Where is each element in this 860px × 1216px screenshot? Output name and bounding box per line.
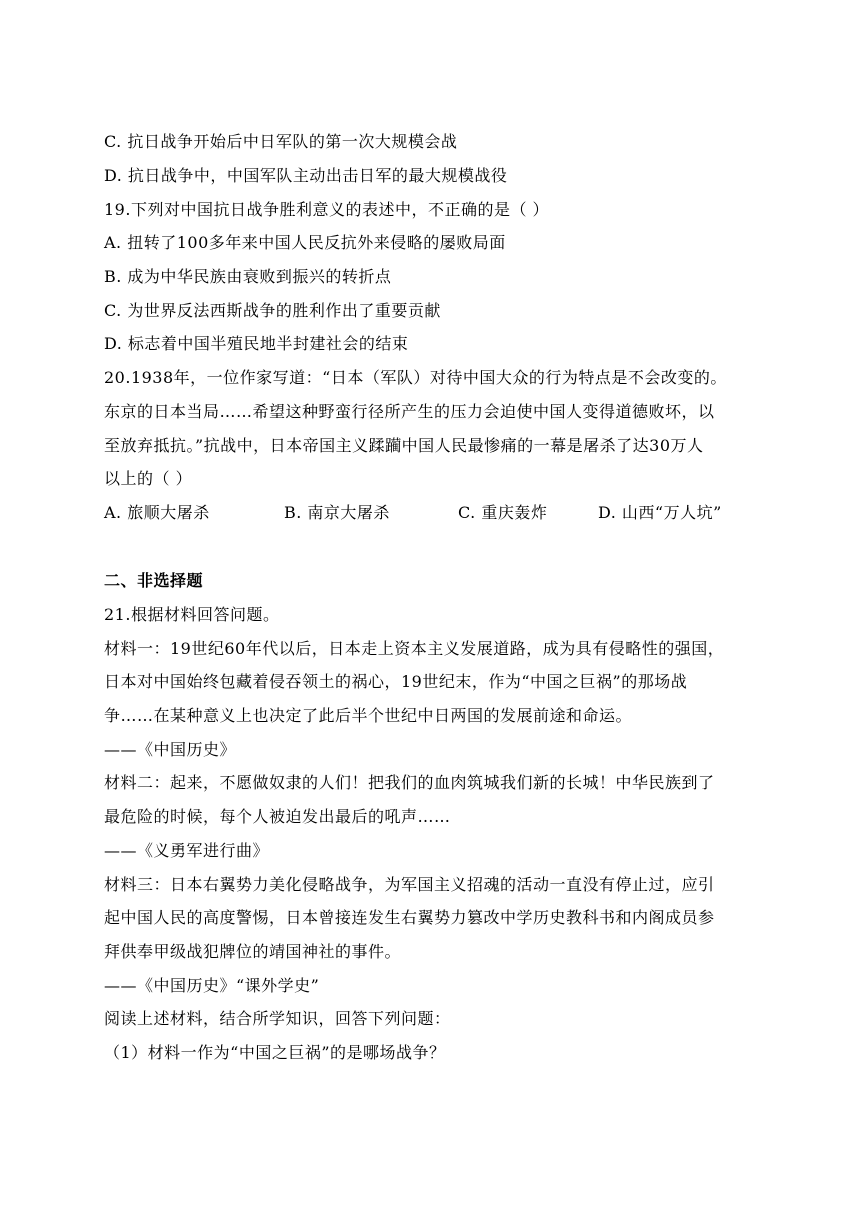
material-2-source: ——《义勇军进行曲》 bbox=[104, 841, 270, 860]
q20-option-c: C. 重庆轰炸 bbox=[458, 503, 548, 522]
material-3-source: ——《中国历史》“课外学史” bbox=[104, 976, 320, 995]
q20-stem-line-3: 至放弃抵抗。”抗战中，日本帝国主义蹂躏中国人民最惨痛的一幕是屠杀了达30万人 bbox=[104, 436, 704, 455]
q21-stem: 21.根据材料回答问题。 bbox=[104, 605, 280, 624]
material-1-line-2: 日本对中国始终包藏着侵吞领土的祸心，19世纪末，作为“中国之巨祸”的那场战 bbox=[104, 672, 688, 691]
material-3-line-1: 材料三：日本右翼势力美化侵略战争，为军国主义招魂的活动一直没有停止过，应引 bbox=[104, 875, 715, 894]
section-heading: 二、非选择题 bbox=[104, 571, 204, 590]
q18-option-c: C. 抗日战争开始后中日军队的第一次大规模会战 bbox=[104, 132, 458, 151]
material-3-line-2: 起中国人民的高度警惕，日本曾接连发生右翼势力篡改中学历史教科书和内阁成员参 bbox=[104, 908, 715, 927]
q19-option-b: B. 成为中华民族由衰败到振兴的转折点 bbox=[104, 267, 392, 286]
q19-stem: 19.下列对中国抗日战争胜利意义的表述中，不正确的是（ ） bbox=[104, 200, 550, 219]
q20-stem-line-1: 20.1938年，一位作家写道：“日本（军队）对待中国大众的行为特点是不会改变的。 bbox=[104, 368, 727, 387]
material-2-line-2: 最危险的时候，每个人被迫发出最后的吼声…… bbox=[104, 807, 451, 826]
material-1-line-1: 材料一：19世纪60年代以后，日本走上资本主义发展道路，成为具有侵略性的强国， bbox=[104, 639, 725, 658]
material-1-line-3: 争……在某种意义上也决定了此后半个世纪中日两国的发展前途和命运。 bbox=[104, 706, 633, 725]
material-3-line-3: 拜供奉甲级战犯牌位的靖国神社的事件。 bbox=[104, 942, 402, 961]
q20-stem-line-2: 东京的日本当局……希望这种野蛮行径所产生的压力会迫使中国人变得道德败坏，以 bbox=[104, 402, 715, 421]
q19-option-a: A. 扭转了100多年来中国人民反抗外来侵略的屡败局面 bbox=[104, 233, 506, 252]
q20-stem-line-4: 以上的（ ） bbox=[104, 469, 193, 488]
q20-option-d: D. 山西“万人坑” bbox=[598, 503, 722, 522]
q20-option-a: A. 旅顺大屠杀 bbox=[104, 503, 210, 522]
q19-option-c: C. 为世界反法西斯战争的胜利作出了重要贡献 bbox=[104, 301, 441, 320]
q20-option-b: B. 南京大屠杀 bbox=[284, 503, 390, 522]
material-1-source: ——《中国历史》 bbox=[104, 740, 237, 759]
material-2-line-1: 材料二：起来，不愿做奴隶的人们！把我们的血肉筑城我们新的长城！中华民族到了 bbox=[104, 773, 715, 792]
q21-subquestion-1: （1）材料一作为“中国之巨祸”的是哪场战争？ bbox=[104, 1043, 446, 1062]
q18-option-d: D. 抗日战争中，中国军队主动出击日军的最大规模战役 bbox=[104, 166, 508, 185]
q21-instruction: 阅读上述材料，结合所学知识，回答下列问题： bbox=[104, 1009, 451, 1028]
q19-option-d: D. 标志着中国半殖民地半封建社会的结束 bbox=[104, 334, 409, 353]
